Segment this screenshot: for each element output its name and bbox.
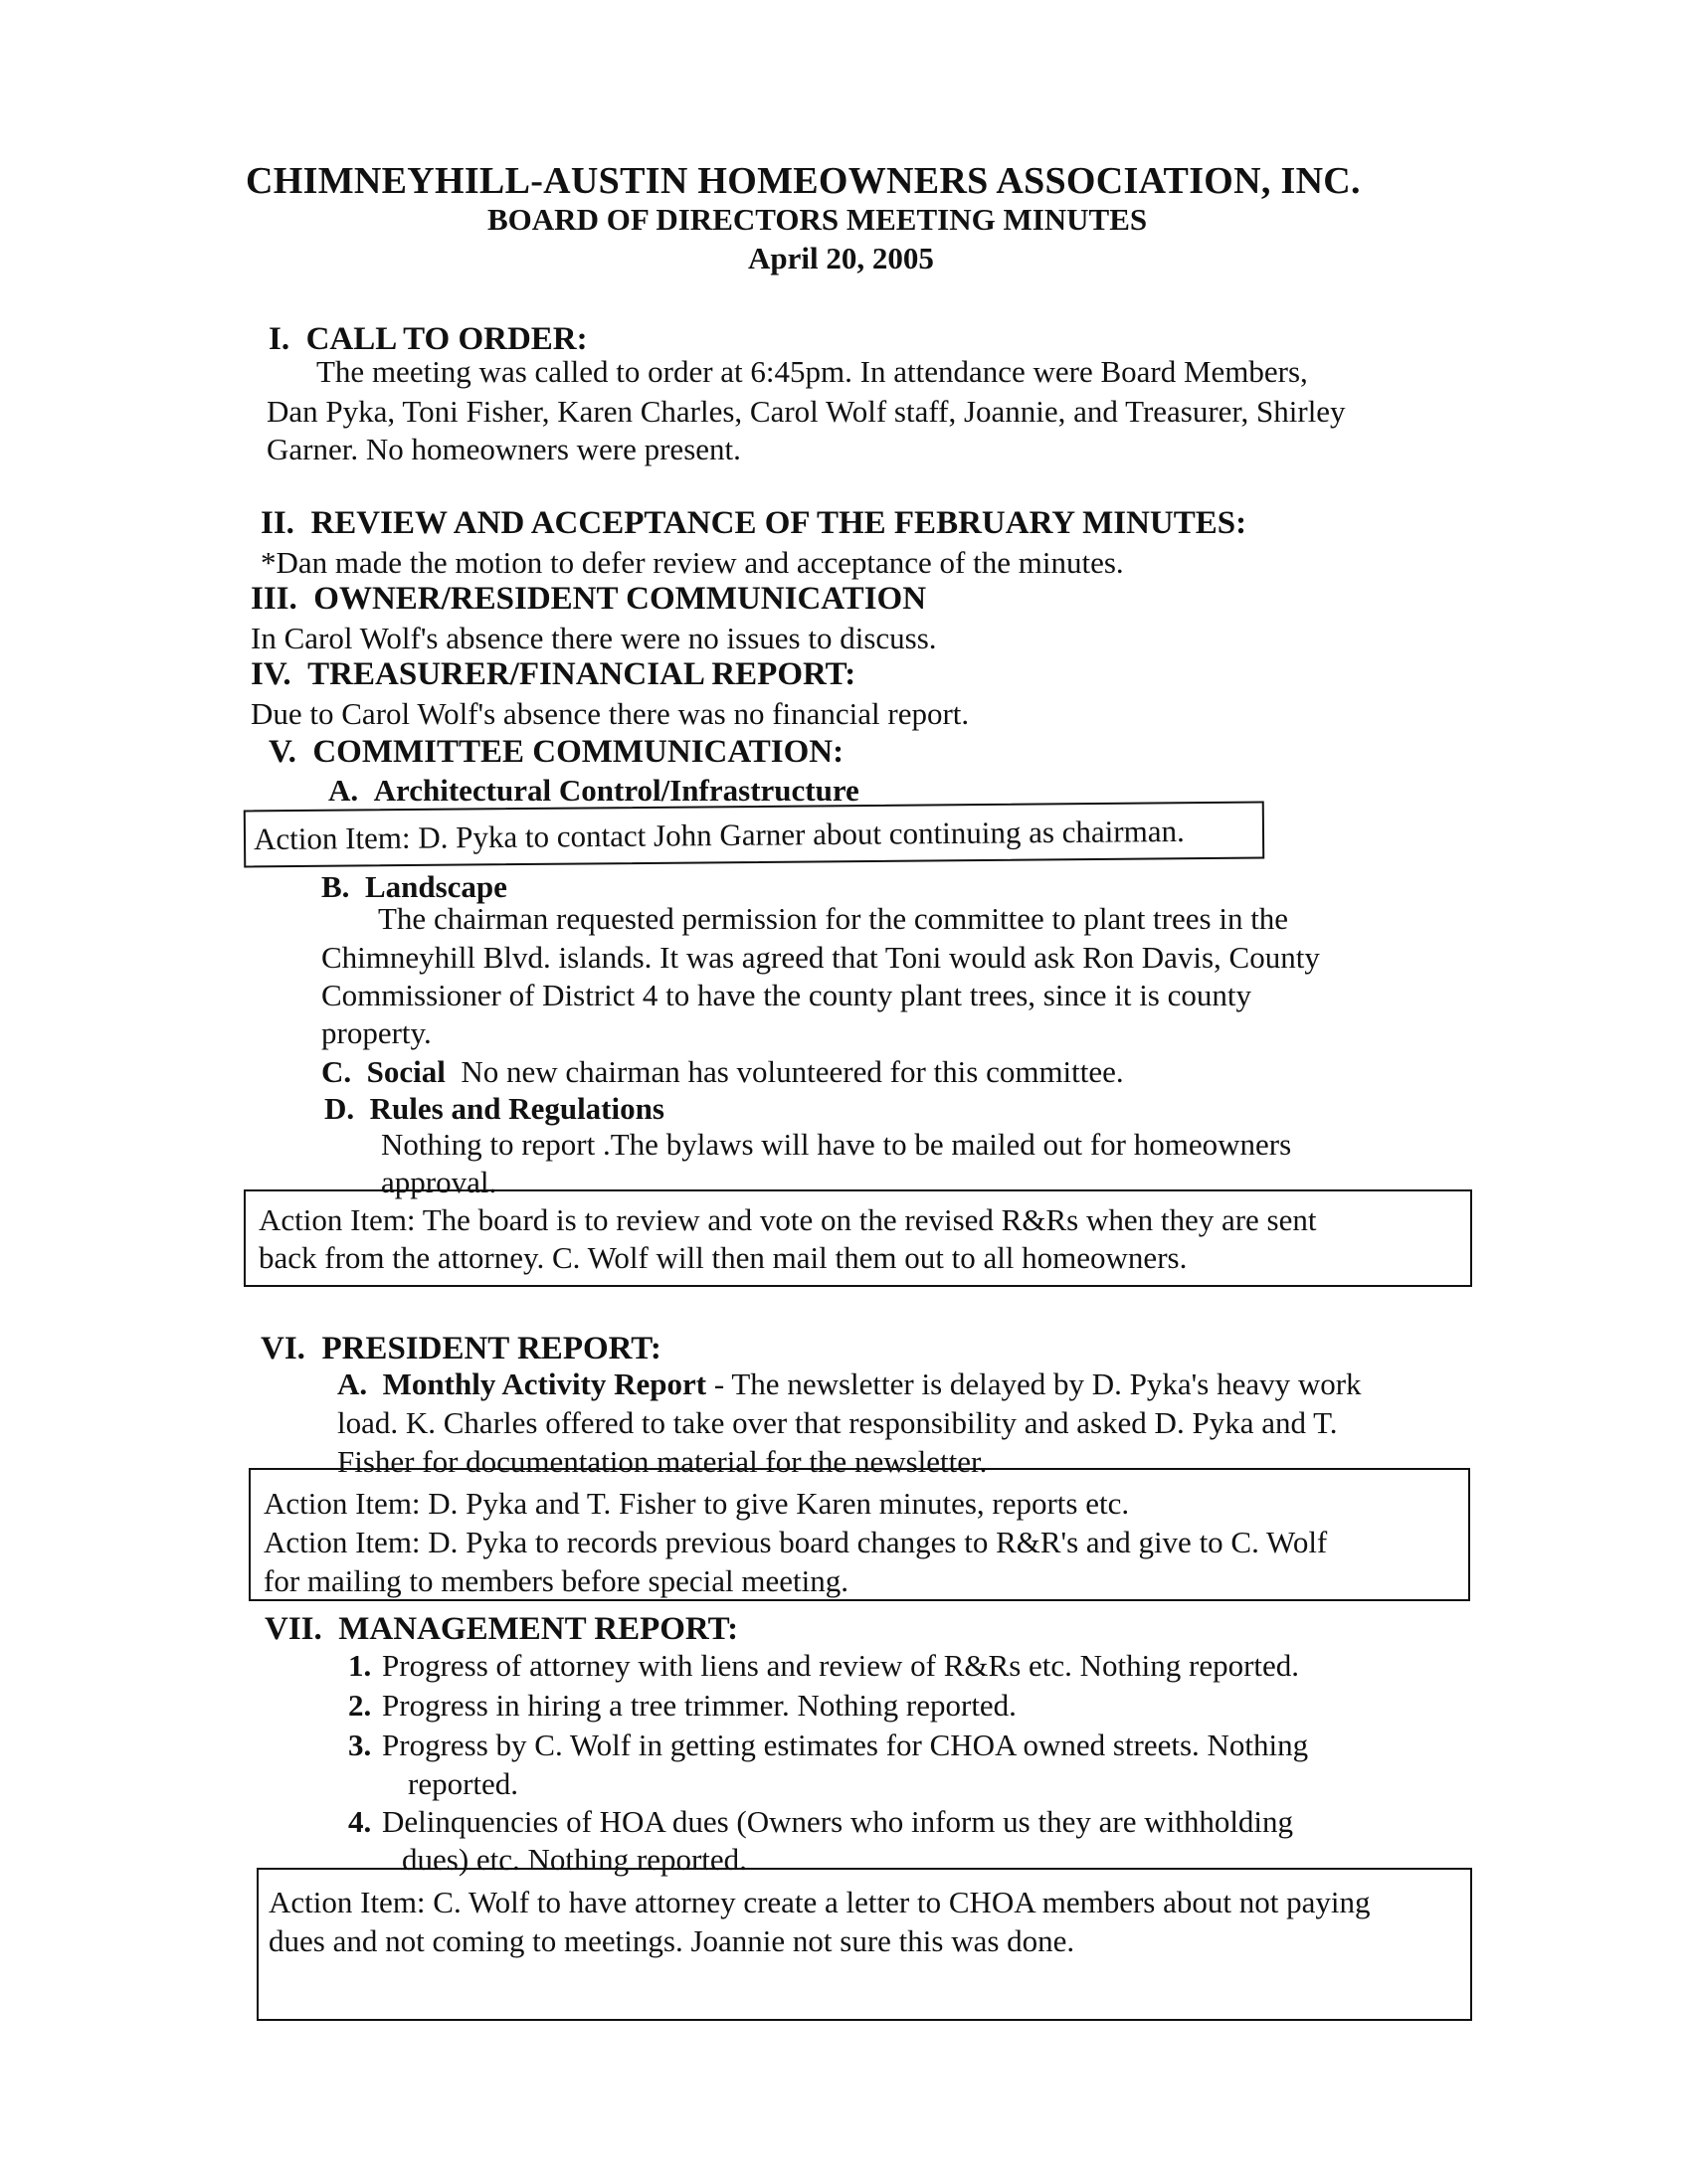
subsection-title: Monthly Activity Report [382,1366,707,1401]
section-4-heading [251,656,855,693]
subsection-c [321,1054,1124,1090]
section-title: MANAGEMENT REPORT: [338,1611,739,1647]
monthly-report-line: Fisher for documentation material for the newsletter. [337,1444,988,1479]
subsection-d-heading [324,1091,664,1127]
list-item [348,1804,1293,1840]
section-number: VII. [265,1611,322,1647]
subsection-title: Landscape [364,869,507,904]
landscape-line: The chairman requested permission for the committee to plant trees in the [378,901,1289,936]
list-item [348,1688,1017,1724]
action-item-text: Action Item: The board is to review and vote on the revised R&Rs when they are sent [259,1202,1317,1237]
list-text: Progress by C. Wolf in getting estimates for CHOA owned streets. Nothing [382,1728,1309,1762]
subsection-title: Social [366,1054,446,1089]
list-item [348,1728,1308,1763]
subsection-letter: B. [321,869,350,904]
section-number: III. [251,581,297,617]
list-item [348,1648,1299,1684]
section-title: CALL TO ORDER: [305,321,588,357]
list-text: Delinquencies of HOA dues (Owners who inform us they are withholding [382,1804,1294,1839]
subsection-letter: C. [321,1054,352,1089]
list-text: Progress in hiring a tree trimmer. Nothing reported. [382,1688,1017,1723]
section-1-line: Dan Pyka, Toni Fisher, Karen Charles, Carol Wolf staff, Joannie, and Treasurer, Shirley [267,394,1346,429]
monthly-report-line [337,1366,1362,1402]
list-number: 1. [348,1648,372,1683]
list-item-continuation: dues) etc. Nothing reported. [402,1842,747,1877]
action-item-text: dues and not coming to meetings. Joannie not sure this was done. [269,1923,1075,1958]
section-5-heading [269,734,844,771]
action-item-text: Action Item: D. Pyka and T. Fisher to give Karen minutes, reports etc. [264,1486,1130,1521]
section-number: IV. [251,656,291,692]
org-title: CHIMNEYHILL-AUSTIN HOMEOWNERS ASSOCIATION, INC. [246,160,1361,202]
subsection-b-heading [321,869,507,905]
section-3-text: In Carol Wolf's absence there were no issues to discuss. [251,621,937,655]
section-title: TREASURER/FINANCIAL REPORT: [307,656,856,692]
section-number: V. [269,734,296,770]
section-4-text: Due to Carol Wolf's absence there was no financial report. [251,696,970,731]
section-2-heading [261,505,1246,542]
section-1-line: The meeting was called to order at 6:45pm. In attendance were Board Members, [316,354,1308,389]
subsection-letter: A. [337,1366,368,1401]
section-number: II. [261,505,294,541]
action-item-text: Action Item: C. Wolf to have attorney create a letter to CHOA members about not paying [269,1885,1371,1919]
subsection-letter: D. [324,1091,355,1126]
action-item-text: Action Item: D. Pyka to records previous board changes to R&R's and give to C. Wolf [264,1525,1328,1559]
landscape-line: Commissioner of District 4 to have the county plant trees, since it is county [321,978,1251,1012]
landscape-line: property. [321,1015,432,1050]
list-number: 4. [348,1804,372,1839]
section-number: VI. [261,1331,305,1366]
monthly-report-line: load. K. Charles offered to take over that responsibility and asked D. Pyka and T. [337,1405,1338,1440]
section-number: I. [269,321,290,357]
rules-line: Nothing to report .The bylaws will have to be mailed out for homeowners [381,1127,1292,1162]
section-1-heading [269,321,588,358]
subsection-title: Architectural Control/Infrastructure [373,773,859,808]
section-3-heading [251,581,926,618]
section-title: PRESIDENT REPORT: [321,1331,661,1366]
action-item-text: for mailing to members before special meeting. [264,1563,848,1598]
section-title: OWNER/RESIDENT COMMUNICATION [313,581,927,617]
action-item-text: back from the attorney. C. Wolf will then mail them out to all homeowners. [259,1240,1188,1275]
section-title: REVIEW AND ACCEPTANCE OF THE FEBRUARY MINUTES: [310,505,1247,541]
social-text: No new chairman has volunteered for this committee. [461,1054,1124,1089]
subsection-letter: A. [328,773,359,808]
subsection-title: Rules and Regulations [369,1091,664,1126]
rules-line: approval. [381,1165,497,1199]
section-6-heading [261,1331,661,1367]
action-item-text: Action Item: D. Pyka to contact John Garner about continuing as chairman. [253,813,1185,857]
section-1-line: Garner. No homeowners were present. [267,432,741,466]
list-text: Progress of attorney with liens and review of R&Rs etc. Nothing reported. [382,1648,1300,1683]
list-item-continuation: reported. [408,1766,519,1801]
monthly-report-text: - The newsletter is delayed by D. Pyka's heavy work [706,1366,1362,1401]
list-number: 2. [348,1688,372,1723]
subsection-a-heading [328,773,859,809]
list-number: 3. [348,1728,372,1762]
section-2-text: *Dan made the motion to defer review and acceptance of the minutes. [261,545,1124,580]
landscape-line: Chimneyhill Blvd. islands. It was agreed that Toni would ask Ron Davis, County [321,940,1320,975]
meeting-date: April 20, 2005 [748,241,934,275]
section-title: COMMITTEE COMMUNICATION: [312,734,845,770]
doc-title: BOARD OF DIRECTORS MEETING MINUTES [487,202,1148,237]
section-7-heading [265,1611,738,1648]
